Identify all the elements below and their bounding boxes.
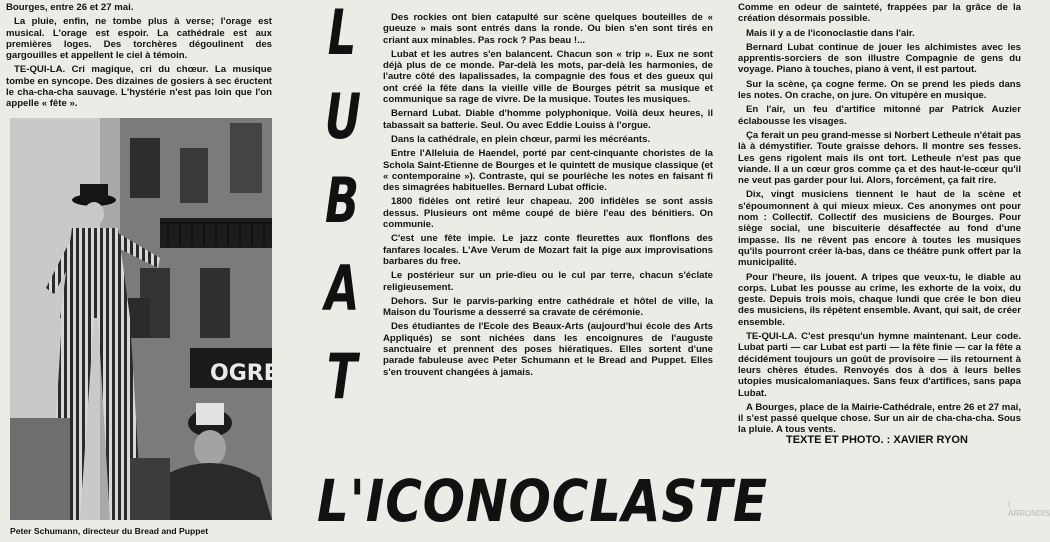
- title-letter-a: A: [324, 252, 360, 325]
- headline-iconoclaste: L'ICONOCLASTE: [317, 467, 768, 535]
- article-column-2: [383, 12, 713, 381]
- paragraph: TE-QUI-LA. Cri magique, cri du chœur. La musique tombe en syncope. Des dizaines de gosiers à sec éructent le cha-cha-cha sauvage. L'hystérie n'est pas loin que l'on appelle « fête ».: [6, 64, 272, 110]
- paragraph: Bernard Lubat continue de jouer les alchimistes avec les apprentis-sorciers de son illustre Compagnie de gens du voyage. Piano à touches, piano à vent, il est partout.: [738, 41, 1021, 76]
- photo-caption: Peter Schumann, directeur du Bread and Puppet: [10, 526, 209, 536]
- stilt-walker-photo: [10, 118, 295, 520]
- paragraph: Des étudiantes de l'Ecole des Beaux-Arts (aujourd'hui école des Arts Appliqués) se sont nichées dans les encoignures de l'auguste sanctuaire et prennent des poses hiératiques. Elles sortent d'une parade fabuleuse avec Peter Schumann et le Bread and Puppet. Elles s'en trouvent changées à jamais.: [383, 321, 713, 378]
- paragraph: Des rockies ont bien catapulté sur scène quelques bouteilles de « gueuze » mais sont entrés dans la ronde. Ou bien s'en sont tirés en criant aux minables. Pas rock ? Pas beau !...: [383, 12, 713, 46]
- title-letter-b: B: [324, 164, 360, 237]
- title-letter-t: T: [326, 340, 358, 413]
- article-column-1: [6, 2, 272, 113]
- article-column-3: [738, 2, 1021, 439]
- paragraph: Entre l'Alleluia de Haendel, porté par cent-cinquante choristes de la Schola Saint-Etienne de Bourges et le quintett de musique classique (et « contemporaine »). Contraste, qui se pourlèche les notes en faisant fi des simagrées habituelles. Bernard Lubat officie.: [383, 148, 713, 194]
- paragraph: Dix, vingt musiciens tiennent le haut de la scène et s'époumonnent à qui mieux mieux. Ces anonymes ont pour nom : Collectif. Collectif des musiciens de Bourges. Pour siège social, une biscuiterie désaffectée au fond d'une impasse. Ils ne rêvent pas encore à toutes les musiques qu'ils pourront créer là-bas, dans ce théâtre punk offert par la municipalité.: [738, 189, 1021, 269]
- paragraph: C'est une fête impie. Le jazz conte fleurettes aux flonflons des fanfares locales. L'Ave Verum de Mozart fait la pige aux improvisations barbares du free.: [383, 233, 713, 267]
- paragraph: Ça ferait un peu grand-messe si Norbert Letheule n'était pas là à démystifier. Toute graisse dehors. Il montre ses fesses. Les gens rigolent mais ils ont tort. Letheule n'est pas que viande. Il a un cœur gros comme ça et des haut-le-cœur qu'il ne veut pas garder pour lui. Alors, forcément, ça fait rire.: [738, 129, 1021, 187]
- paragraph: Mais il y a de l'iconoclastie dans l'air.: [746, 27, 915, 39]
- paragraph: Dehors. Sur le parvis-parking entre cathédrale et hôtel de ville, la Maison du Tourisme a desserré sa cravate de cérémonie.: [383, 295, 713, 319]
- paragraph: Bernard Lubat. Diable d'homme polyphonique. Voilà deux heures, il tabassait sa batterie. Seul. Ou avec Eddie Louiss à l'orgue.: [383, 108, 713, 131]
- author-credit: TEXTE ET PHOTO. : XAVIER RYON: [786, 434, 968, 446]
- paragraph: Sur la scène, ça cogne ferme. On se prend les pieds dans les notes. On crache, on jure. On vitupère en musique.: [738, 78, 1021, 102]
- edge-text-fragment: I ARRONDIS: [1008, 500, 1050, 518]
- paragraph: En l'air, un feu d'artifice mitonné par Patrick Auzier éclabousse les visages.: [738, 104, 1021, 127]
- photo-illustration: [10, 118, 295, 520]
- paragraph: A Bourges, place de la Mairie-Cathédrale, entre 26 et 27 mai, il s'est passé quelque chose. Sur un air de cha-cha-cha. Sous la pluie. A tous vents.: [738, 401, 1021, 436]
- paragraph: La pluie, enfin, ne tombe plus à verse; l'orage est musical. L'orage est espoir. La cathédrale est aux premières loges. Des torchères dégoulinent des gargouilles et appellent le ciel à témoin.: [6, 16, 272, 62]
- shop-sign-text: OGRES: [210, 361, 295, 386]
- paragraph: TE-QUI-LA. C'est presqu'un hymne maintenant. Leur code. Lubat parti — car Lubat est parti — la fête finie — car la fête a décidément toujours un goût de provisoire — ils retournent à leurs chères études. Renvoyés dos à dos à leurs belles utopies musicalomaniaques. Sans feux d'artifices, sans papa Lubat.: [738, 331, 1021, 399]
- dateline: Bourges, entre 26 et 27 mai.: [6, 2, 134, 13]
- title-letter-l: L: [327, 0, 357, 69]
- paragraph: Lubat et les autres s'en balancent. Chacun son « trip ». Eux ne sont déjà plus de ce monde. Par-delà les mots, par-delà les harmonies, de l'autre côté des lapalissades, la compagnie des fous et des gueux qui ont créé la fête dans la vieille ville de Bourges pétrit sa musique et communique sa rage de vivre. De la musique. Toutes les musiques.: [383, 48, 713, 106]
- title-letter-u: U: [324, 80, 361, 153]
- paragraph: Comme en odeur de sainteté, frappées par la grâce de la création désormais possible.: [738, 2, 1021, 25]
- paragraph: 1800 fidèles ont retiré leur chapeau. 200 infidèles se sont assis dessus. Plusieurs ont même coupé de bière l'eau des bénitiers. On communie.: [383, 196, 713, 231]
- paragraph: Pour l'heure, ils jouent. A tripes que veux-tu, le diable au corps. Lubat les pousse au crime, les exhorte de la voix, du geste. Depuis trois mois, chaque lundi que crée le bon dieu des musiciens, ils répètent ensemble. Avant, qui sait, de créer ensemble.: [738, 271, 1021, 328]
- paragraph: Dans la cathédrale, en plein chœur, parmi les mécréants.: [391, 133, 651, 145]
- paragraph: Le postérieur sur un prie-dieu ou le cul par terre, chacun s'éclate religieusement.: [383, 270, 713, 293]
